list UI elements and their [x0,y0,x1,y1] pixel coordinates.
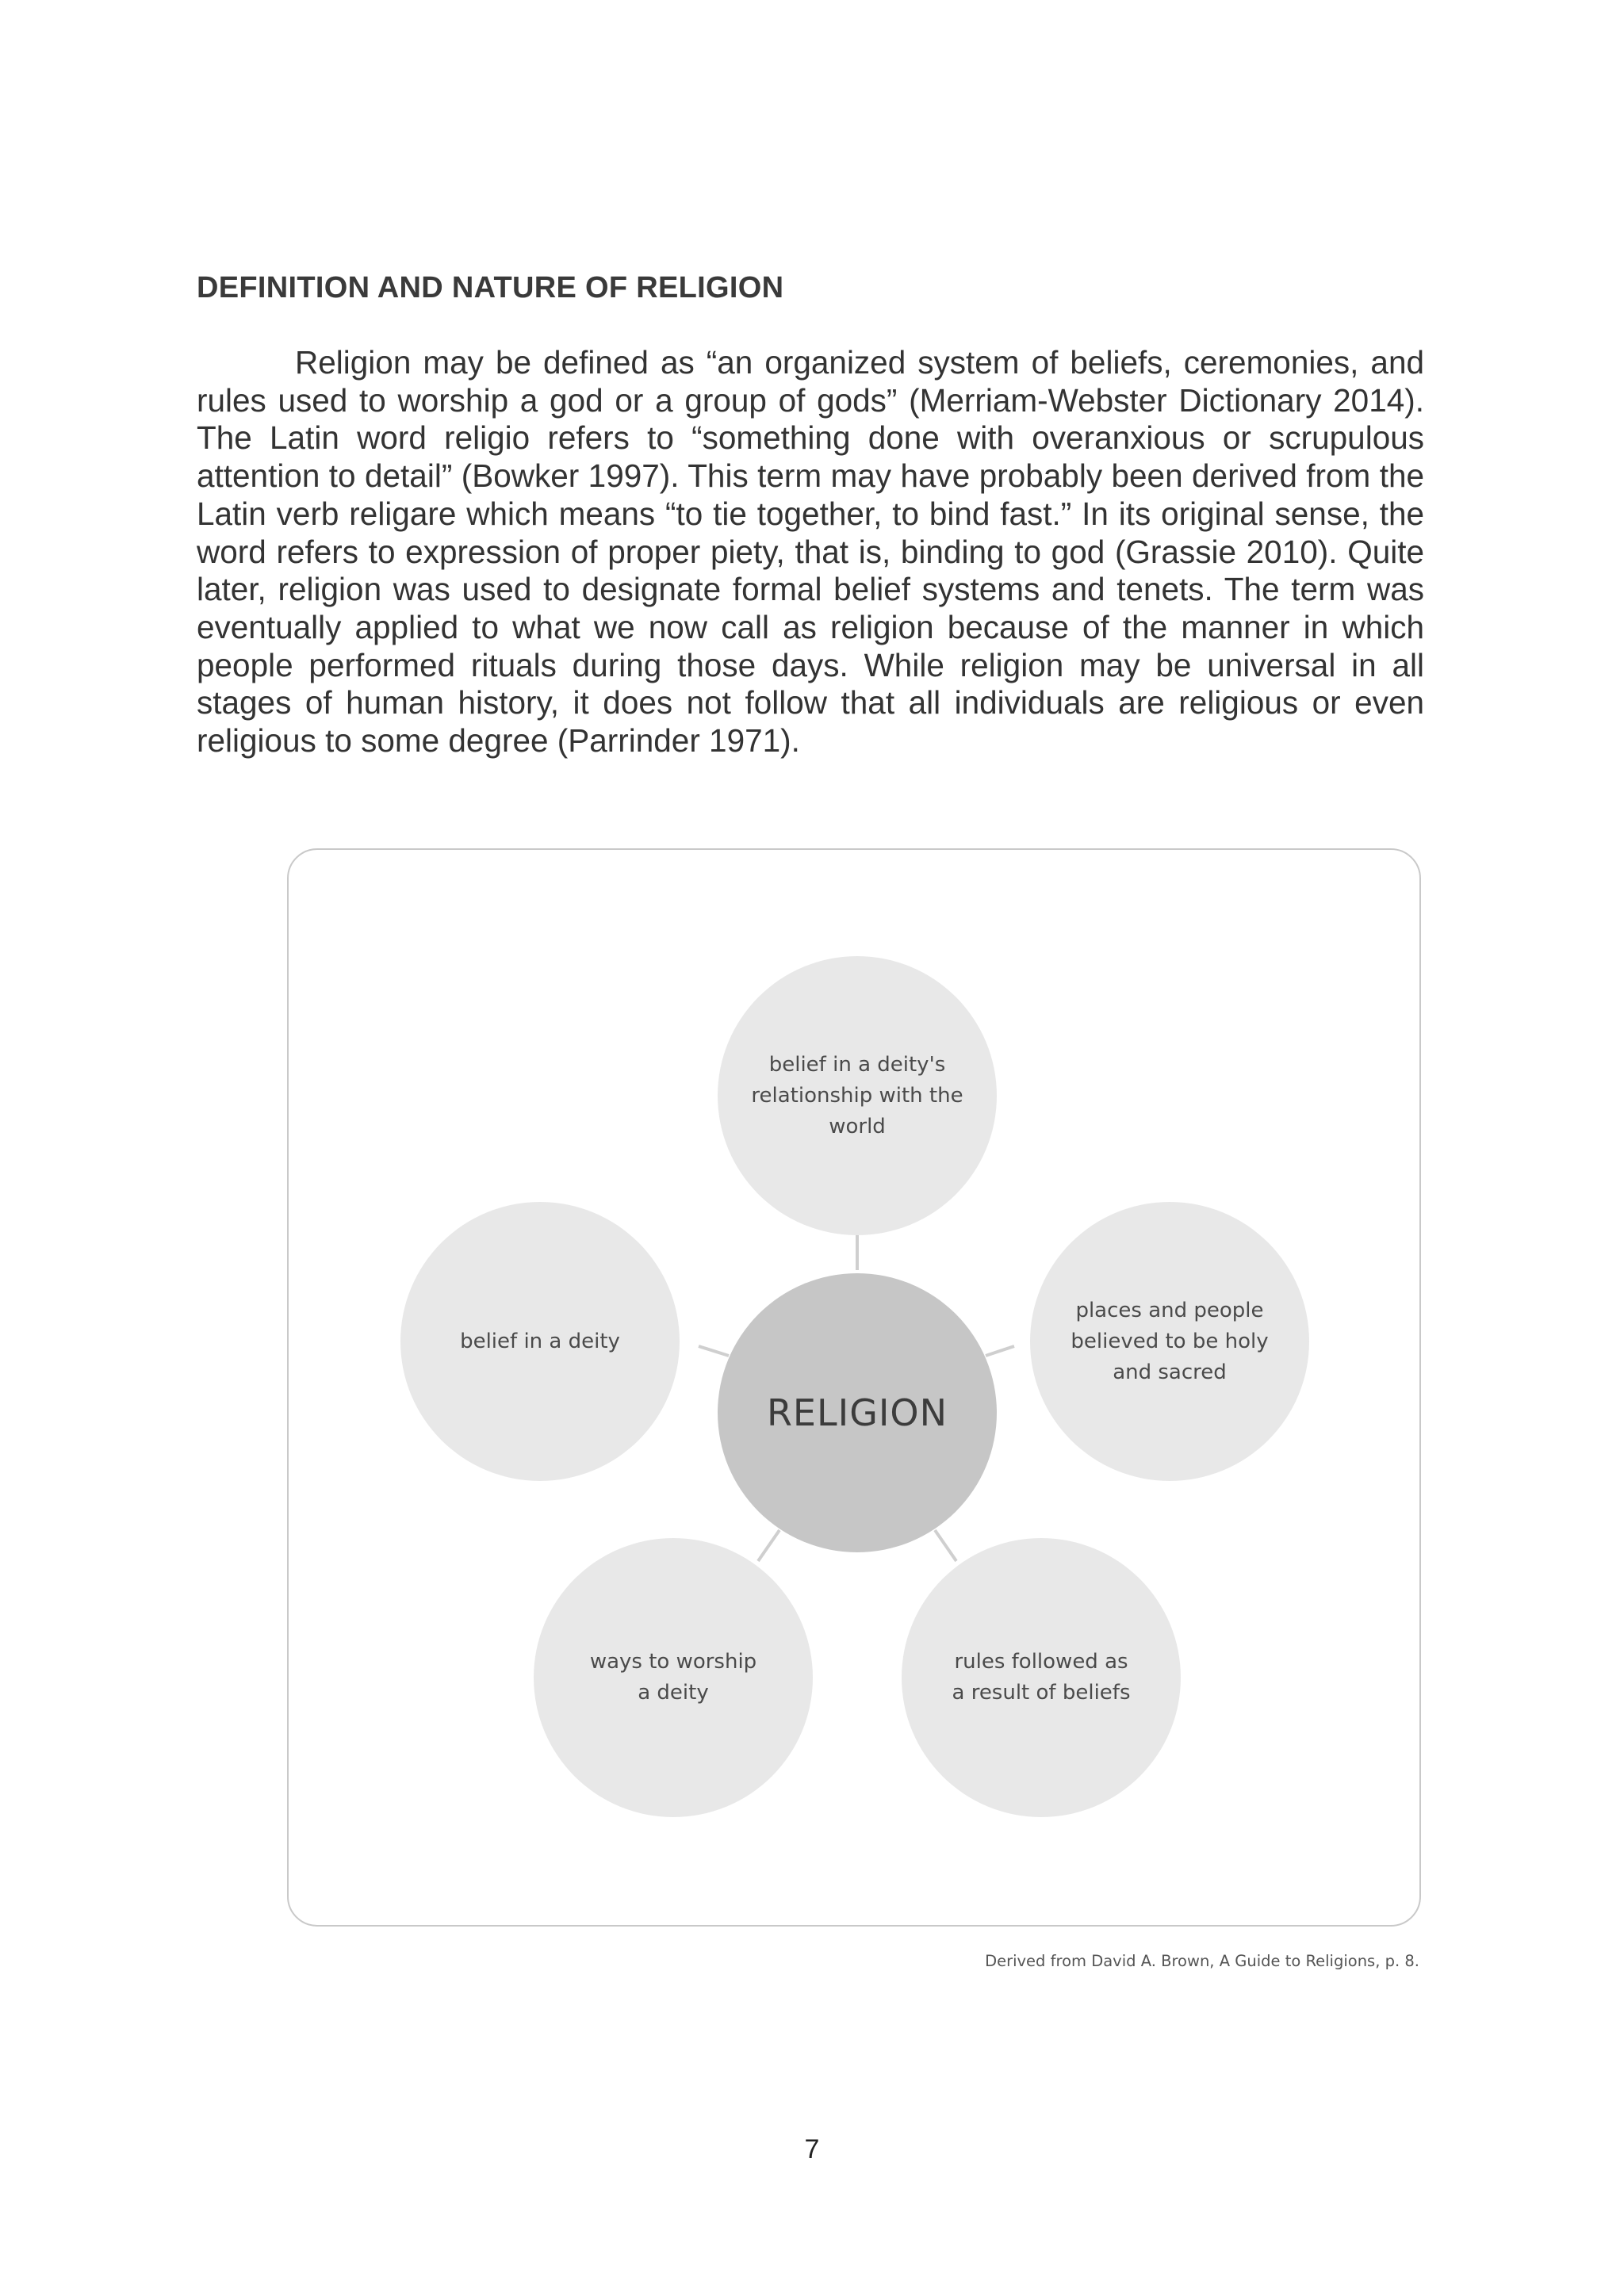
diagram-figure [287,848,1421,1927]
section-heading: DEFINITION AND NATURE OF RELIGION [197,271,784,304]
node-label-belief-in-deity: belief in a deity [460,1329,620,1353]
node-label-deity-relationship: belief in a deity's relationship with the world [751,1052,963,1138]
figure-caption: Derived from David A. Brown, A Guide to Religions, p. 8. [985,1952,1419,1970]
node-label-rules-followed: rules followed as a result of beliefs [952,1650,1131,1705]
center-label-religion: RELIGION [766,1391,948,1434]
body-paragraph: Religion may be defined as “an organized system of beliefs, ceremonies, and rules used to worship a god or a group of gods” (Merriam-Webster Dictionary 2014). The Latin word religio refers to “something done with overanxious or scrupulous attention to detail” (Bowker 1997). This term may have probably been derived from the Latin verb religare which means “to tie together, to bind fast.” In its original sense, the word refers to expression of proper piety, that is, binding to god (Grassie 2010). Quite later, religion was used to designate formal belief systems and tenets. The term was eventually applied to what we now call as religion because of the manner in which people performed rituals during those days. While religion may be universal in all stages of human history, it does not follow that all individuals are religious or even religious to some degree (Parrinder 1971). [197,344,1424,760]
node-label-holy-places-people: places and people believed to be holy and sacred [1071,1298,1269,1384]
page-number: 7 [804,2134,820,2164]
node-label-ways-to-worship: ways to worship a deity [589,1650,757,1705]
